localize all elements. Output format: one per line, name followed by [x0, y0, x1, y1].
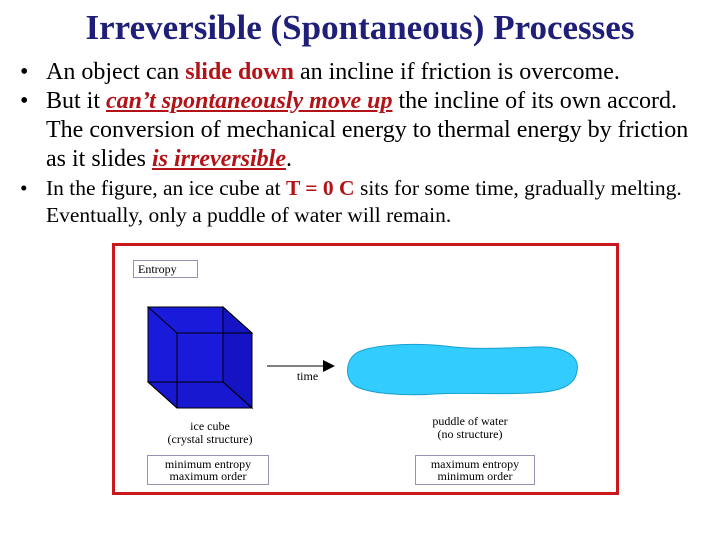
bullet-1: [20, 58, 710, 87]
bullet-1-text: An object can: [46, 59, 186, 85]
bullet-1-emphasis: slide down: [185, 59, 294, 85]
bullet-list: [20, 58, 710, 229]
puddle-label: puddle of water: [432, 414, 508, 428]
ice-cube-label: ice cube: [190, 419, 230, 433]
bullet-dot: •: [20, 59, 29, 85]
bullet-1-text-end: an incline if friction is overcome.: [293, 59, 620, 85]
water-puddle-shape: [348, 344, 578, 394]
ice-entropy-box: [147, 455, 269, 485]
bullet-2-text: But it: [46, 88, 107, 114]
water-entropy-line-1: maximum entropy: [430, 457, 520, 471]
bullet-2: [20, 87, 710, 174]
bullet-2-emphasis-1: can’t spontaneously move up: [106, 88, 393, 114]
time-label: time: [296, 369, 319, 383]
bullet-dot: •: [20, 176, 28, 200]
ice-entropy-line-2: maximum order: [169, 469, 247, 483]
bullet-3-emphasis: T = 0 C: [285, 176, 355, 200]
ice-cube-sublabel: (crystal structure): [167, 432, 253, 446]
ice-cube-shape: [148, 307, 252, 408]
water-entropy-line-2: minimum order: [437, 469, 513, 483]
bullet-3-text: In the figure, an ice cube at: [46, 176, 286, 200]
ice-entropy-line-1: minimum entropy: [164, 457, 252, 471]
bullet-3: [20, 175, 710, 229]
bullet-2-text-mid: the incline of its own accord. The conversion of mechanical energy to thermal energy by friction as it slides: [46, 88, 689, 172]
bullet-2-text-end: .: [285, 146, 292, 172]
bullet-2-emphasis-2: is irreversible: [152, 146, 286, 172]
puddle-sublabel: (no structure): [437, 427, 503, 441]
entropy-figure: [112, 243, 619, 495]
entropy-label-box: Entropy: [133, 260, 198, 278]
water-entropy-box: [415, 455, 535, 485]
bullet-dot: •: [20, 88, 29, 114]
bullet-3-text-end: sits for some time, gradually melting. Eventually, only a puddle of water will remain.: [46, 176, 682, 227]
slide-title: Irreversible (Spontaneous) Processes: [85, 8, 635, 47]
